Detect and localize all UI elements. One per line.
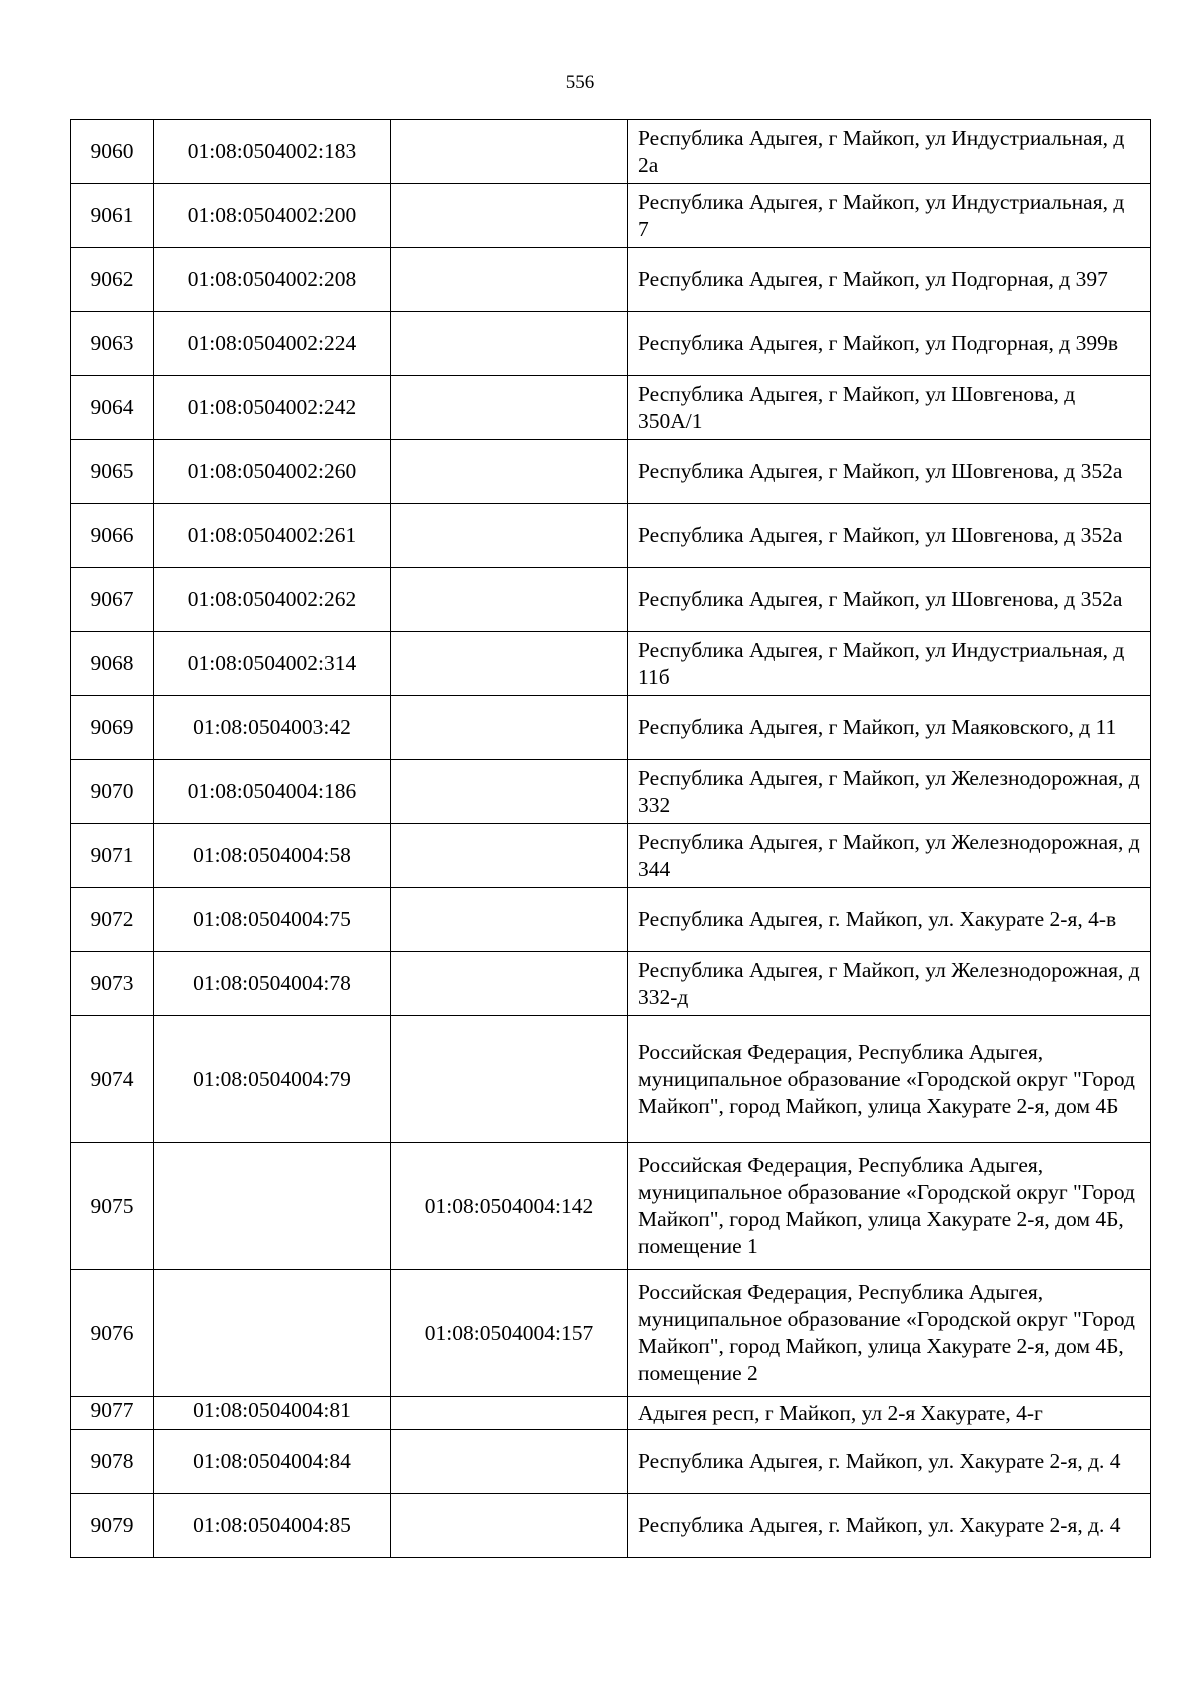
address: Республика Адыгея, г Майкоп, ул Подгорная, д 397 bbox=[628, 248, 1151, 312]
row-number: 9063 bbox=[71, 312, 154, 376]
land-cadastral-number: 01:08:0504002:261 bbox=[154, 504, 391, 568]
land-cadastral-number: 01:08:0504004:84 bbox=[154, 1430, 391, 1494]
land-cadastral-number: 01:08:0504004:78 bbox=[154, 952, 391, 1016]
row-number: 9075 bbox=[71, 1143, 154, 1270]
address: Республика Адыгея, г Майкоп, ул Шовгенова, д 350А/1 bbox=[628, 376, 1151, 440]
object-cadastral-number bbox=[391, 632, 628, 696]
address: Республика Адыгея, г Майкоп, ул Подгорная, д 399в bbox=[628, 312, 1151, 376]
address: Адыгея респ, г Майкоп, ул 2-я Хакурате, 4-г bbox=[628, 1397, 1151, 1430]
table-row bbox=[71, 504, 1151, 568]
land-cadastral-number: 01:08:0504004:81 bbox=[154, 1397, 391, 1430]
row-number: 9076 bbox=[71, 1270, 154, 1397]
table-row bbox=[71, 1016, 1151, 1143]
object-cadastral-number bbox=[391, 184, 628, 248]
object-cadastral-number bbox=[391, 376, 628, 440]
object-cadastral-number bbox=[391, 120, 628, 184]
row-number: 9069 bbox=[71, 696, 154, 760]
row-number: 9067 bbox=[71, 568, 154, 632]
object-cadastral-number bbox=[391, 440, 628, 504]
land-cadastral-number bbox=[154, 1143, 391, 1270]
table-row bbox=[71, 1397, 1151, 1430]
land-cadastral-number: 01:08:0504002:260 bbox=[154, 440, 391, 504]
table-row bbox=[71, 1270, 1151, 1397]
land-cadastral-number: 01:08:0504003:42 bbox=[154, 696, 391, 760]
address: Республика Адыгея, г Майкоп, ул Индустриальная, д 11б bbox=[628, 632, 1151, 696]
table-row bbox=[71, 376, 1151, 440]
registry-table bbox=[70, 119, 1151, 1558]
object-cadastral-number bbox=[391, 888, 628, 952]
row-number: 9079 bbox=[71, 1494, 154, 1558]
object-cadastral-number: 01:08:0504004:157 bbox=[391, 1270, 628, 1397]
address: Республика Адыгея, г Майкоп, ул Шовгенова, д 352а bbox=[628, 440, 1151, 504]
table-row bbox=[71, 1430, 1151, 1494]
table-row bbox=[71, 952, 1151, 1016]
address: Республика Адыгея, г. Майкоп, ул. Хакурате 2-я, д. 4 bbox=[628, 1430, 1151, 1494]
row-number: 9065 bbox=[71, 440, 154, 504]
land-cadastral-number: 01:08:0504002:314 bbox=[154, 632, 391, 696]
land-cadastral-number: 01:08:0504002:183 bbox=[154, 120, 391, 184]
land-cadastral-number: 01:08:0504004:79 bbox=[154, 1016, 391, 1143]
land-cadastral-number: 01:08:0504004:58 bbox=[154, 824, 391, 888]
table-row bbox=[71, 120, 1151, 184]
row-number: 9071 bbox=[71, 824, 154, 888]
table-row bbox=[71, 1494, 1151, 1558]
land-cadastral-number: 01:08:0504002:208 bbox=[154, 248, 391, 312]
table-row bbox=[71, 184, 1151, 248]
table-row bbox=[71, 440, 1151, 504]
land-cadastral-number: 01:08:0504004:75 bbox=[154, 888, 391, 952]
address: Республика Адыгея, г Майкоп, ул Железнодорожная, д 332 bbox=[628, 760, 1151, 824]
table-row bbox=[71, 568, 1151, 632]
address: Республика Адыгея, г Майкоп, ул Индустриальная, д 7 bbox=[628, 184, 1151, 248]
address: Республика Адыгея, г Майкоп, ул Железнодорожная, д 332-д bbox=[628, 952, 1151, 1016]
table-row bbox=[71, 824, 1151, 888]
address: Республика Адыгея, г Майкоп, ул Индустриальная, д 2а bbox=[628, 120, 1151, 184]
object-cadastral-number bbox=[391, 696, 628, 760]
address: Республика Адыгея, г Майкоп, ул Железнодорожная, д 344 bbox=[628, 824, 1151, 888]
page-number: 556 bbox=[565, 72, 595, 93]
row-number: 9077 bbox=[71, 1397, 154, 1430]
object-cadastral-number bbox=[391, 1494, 628, 1558]
land-cadastral-number: 01:08:0504002:200 bbox=[154, 184, 391, 248]
table-row bbox=[71, 1143, 1151, 1270]
land-cadastral-number: 01:08:0504004:186 bbox=[154, 760, 391, 824]
object-cadastral-number bbox=[391, 568, 628, 632]
address: Российская Федерация, Республика Адыгея, муниципальное образование «Городской округ "Город Майкоп", город Майкоп, улица Хакурате 2-я, дом 4Б, помещение 1 bbox=[628, 1143, 1151, 1270]
object-cadastral-number bbox=[391, 1016, 628, 1143]
land-cadastral-number: 01:08:0504002:262 bbox=[154, 568, 391, 632]
row-number: 9070 bbox=[71, 760, 154, 824]
address: Республика Адыгея, г Майкоп, ул Маяковского, д 11 bbox=[628, 696, 1151, 760]
address: Республика Адыгея, г. Майкоп, ул. Хакурате 2-я, д. 4 bbox=[628, 1494, 1151, 1558]
object-cadastral-number bbox=[391, 1397, 628, 1430]
land-cadastral-number: 01:08:0504002:242 bbox=[154, 376, 391, 440]
object-cadastral-number bbox=[391, 504, 628, 568]
land-cadastral-number bbox=[154, 1270, 391, 1397]
object-cadastral-number bbox=[391, 1430, 628, 1494]
address: Российская Федерация, Республика Адыгея, муниципальное образование «Городской округ "Город Майкоп", город Майкоп, улица Хакурате 2-я, дом 4Б bbox=[628, 1016, 1151, 1143]
row-number: 9061 bbox=[71, 184, 154, 248]
row-number: 9078 bbox=[71, 1430, 154, 1494]
address: Российская Федерация, Республика Адыгея, муниципальное образование «Городской округ "Город Майкоп", город Майкоп, улица Хакурате 2-я, дом 4Б, помещение 2 bbox=[628, 1270, 1151, 1397]
object-cadastral-number bbox=[391, 312, 628, 376]
table-row bbox=[71, 312, 1151, 376]
table-row bbox=[71, 696, 1151, 760]
land-cadastral-number: 01:08:0504002:224 bbox=[154, 312, 391, 376]
row-number: 9062 bbox=[71, 248, 154, 312]
object-cadastral-number bbox=[391, 952, 628, 1016]
row-number: 9068 bbox=[71, 632, 154, 696]
table-row bbox=[71, 888, 1151, 952]
object-cadastral-number: 01:08:0504004:142 bbox=[391, 1143, 628, 1270]
table-row bbox=[71, 248, 1151, 312]
land-cadastral-number: 01:08:0504004:85 bbox=[154, 1494, 391, 1558]
row-number: 9074 bbox=[71, 1016, 154, 1143]
address: Республика Адыгея, г Майкоп, ул Шовгенова, д 352а bbox=[628, 568, 1151, 632]
object-cadastral-number bbox=[391, 248, 628, 312]
row-number: 9072 bbox=[71, 888, 154, 952]
object-cadastral-number bbox=[391, 760, 628, 824]
row-number: 9073 bbox=[71, 952, 154, 1016]
address: Республика Адыгея, г Майкоп, ул Шовгенова, д 352а bbox=[628, 504, 1151, 568]
registry-table-body bbox=[71, 120, 1151, 1558]
address: Республика Адыгея, г. Майкоп, ул. Хакурате 2-я, 4-в bbox=[628, 888, 1151, 952]
table-row bbox=[71, 760, 1151, 824]
row-number: 9066 bbox=[71, 504, 154, 568]
table-row bbox=[71, 632, 1151, 696]
object-cadastral-number bbox=[391, 824, 628, 888]
row-number: 9064 bbox=[71, 376, 154, 440]
row-number: 9060 bbox=[71, 120, 154, 184]
